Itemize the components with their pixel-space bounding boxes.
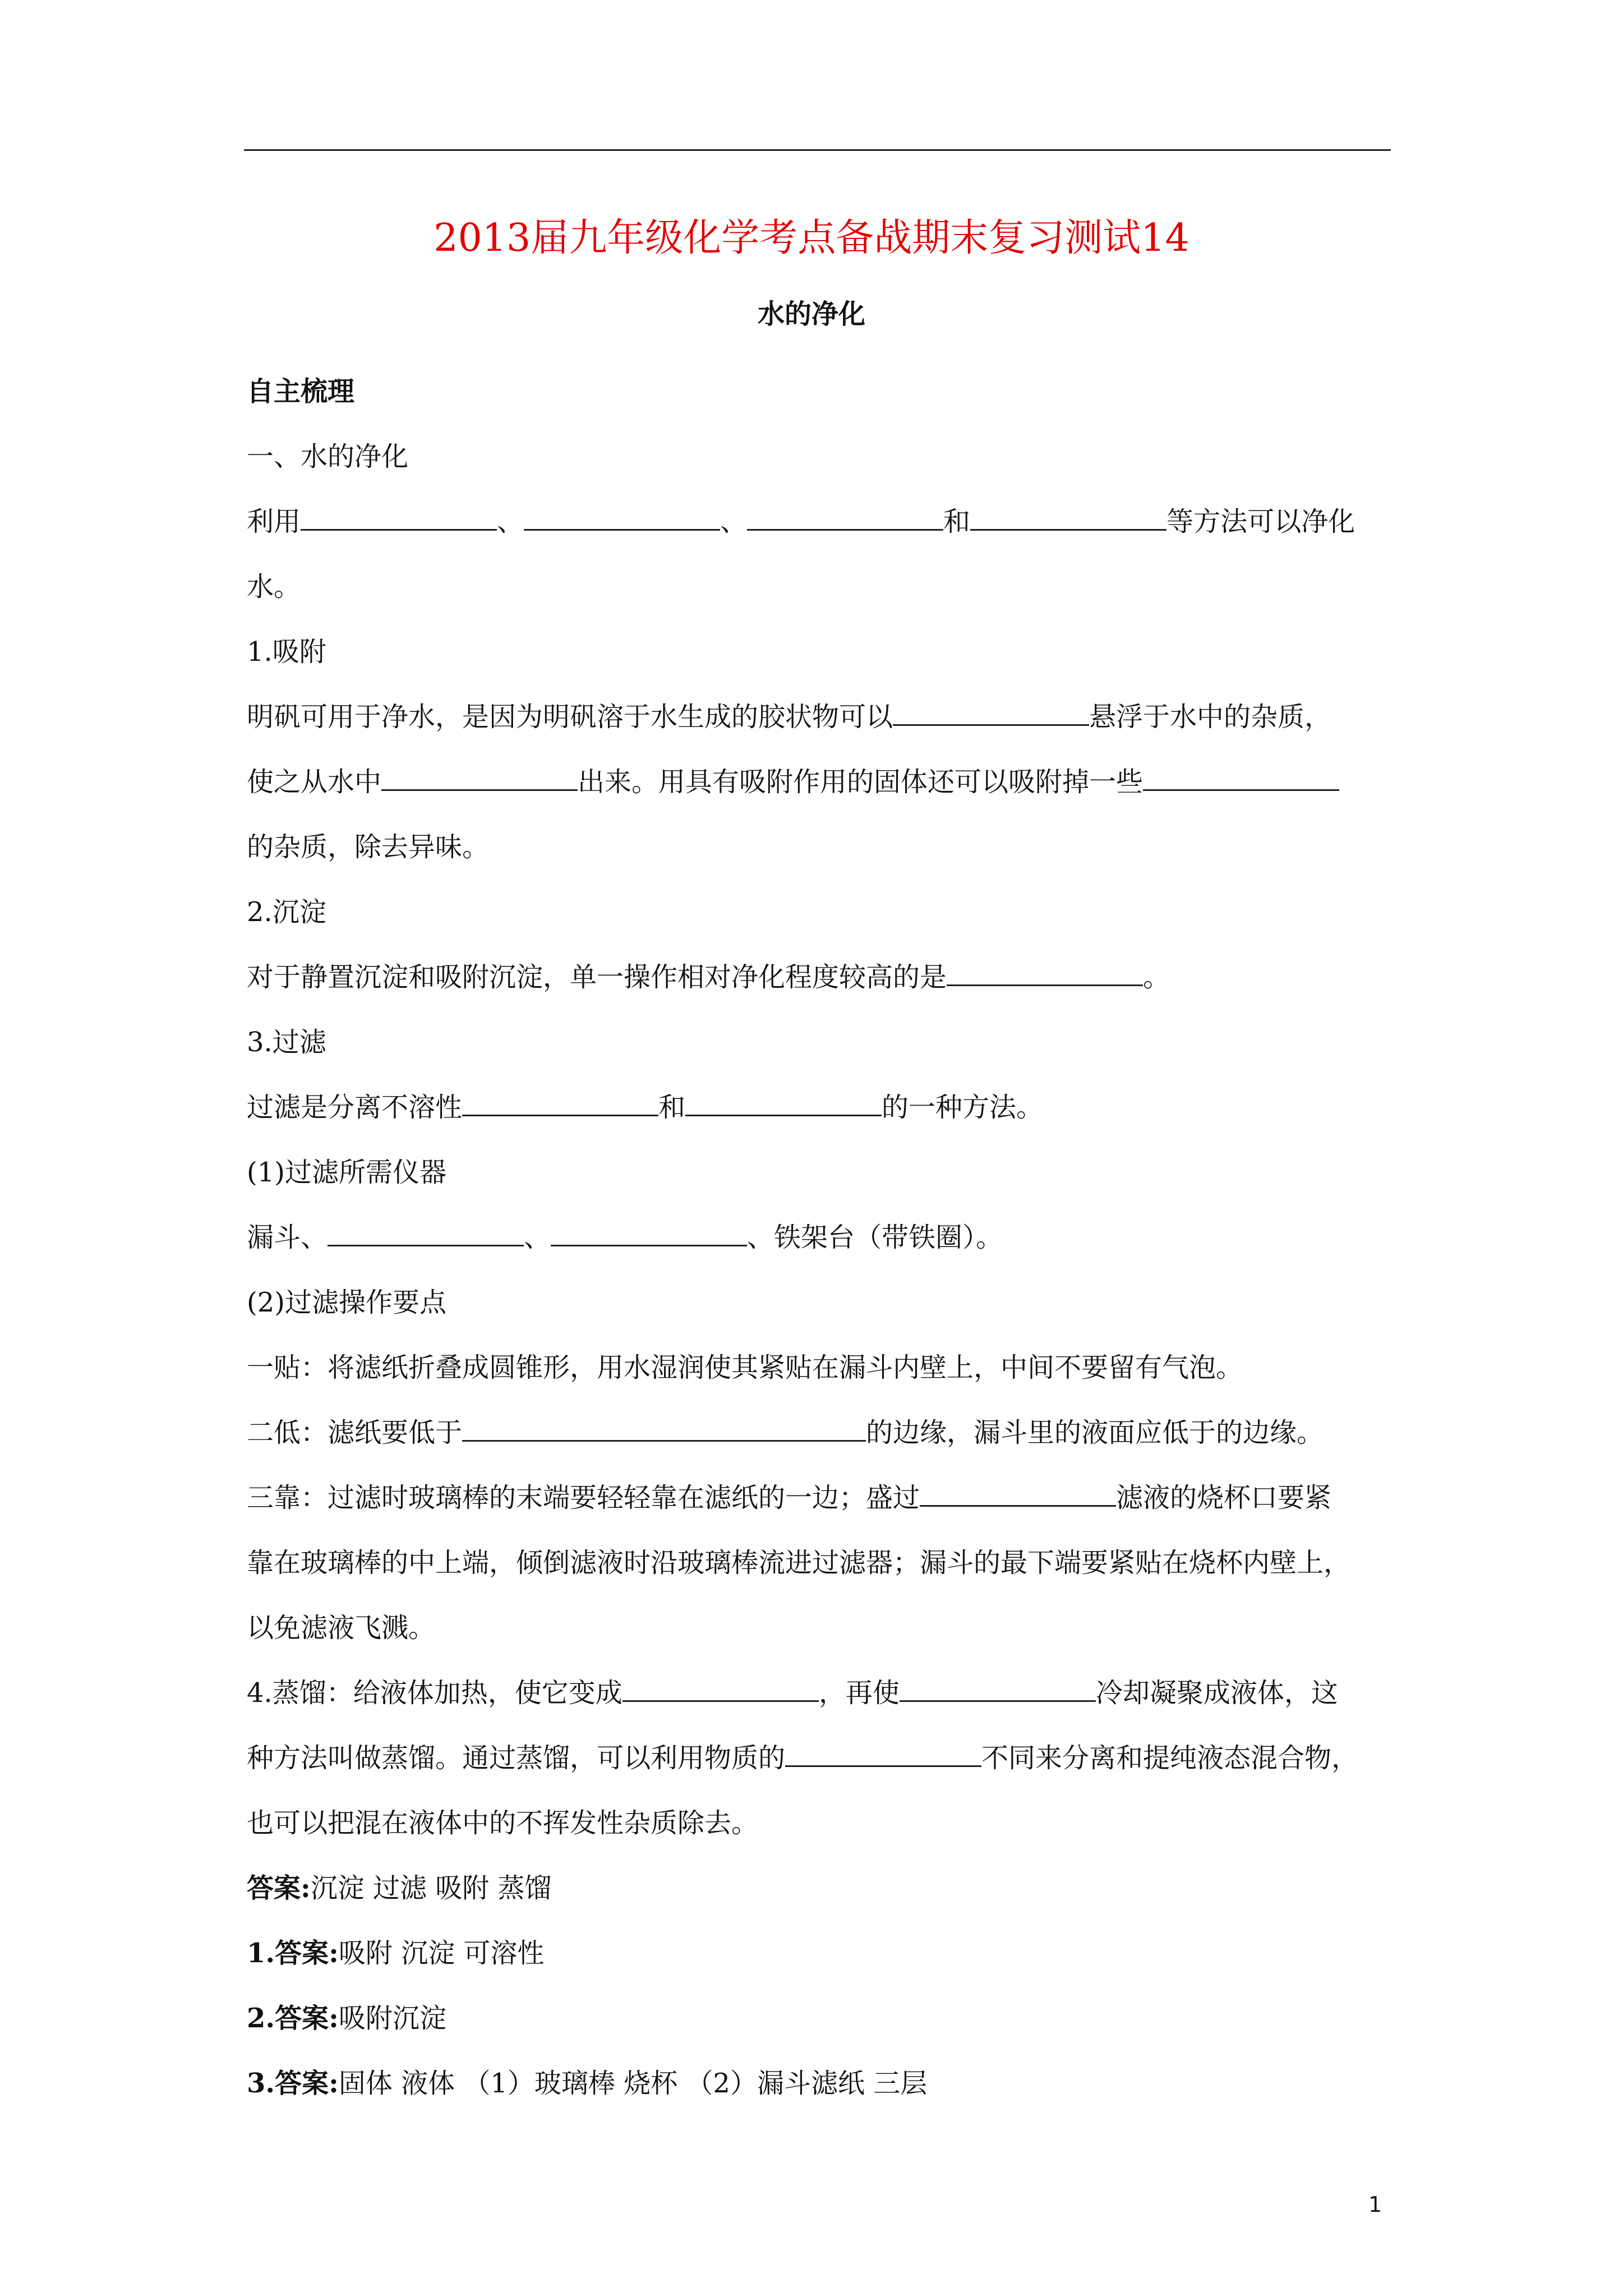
text-line: 漏斗、 、 、铁架台（带铁圈）。 [247, 1205, 1391, 1270]
text-line: 水。 [247, 571, 301, 602]
subsection-heading: 3.过滤 [247, 1027, 326, 1058]
document-body [247, 359, 1391, 2116]
text-line: 4.蒸馏：给液体加热，使它变成 ，再使 冷却凝聚成液体，这 [247, 1660, 1391, 1726]
text-line: 三靠：过滤时玻璃棒的末端要轻轻靠在滤纸的一边；盛过 滤液的烧杯口要紧 [247, 1465, 1391, 1530]
fill-blank[interactable] [685, 1082, 882, 1116]
answer-label: 2.答案: [247, 2003, 339, 2034]
fill-blank[interactable] [551, 1212, 747, 1246]
text-line: 也可以把混在液体中的不挥发性杂质除去。 [247, 1807, 759, 1839]
fill-blank[interactable] [381, 757, 578, 791]
answer-line: 2.答案:吸附沉淀 [247, 2003, 446, 2034]
text-line: 利用 、 、 和 等方法可以净化 [247, 489, 1391, 554]
text-line: 一贴：将滤纸折叠成圆锥形，用水湿润使其紧贴在漏斗内壁上，中间不要留有气泡。 [247, 1352, 1243, 1383]
fill-blank[interactable] [301, 496, 497, 531]
text-line: 二低：滤纸要低于 的边缘，漏斗里的液面应低于的边缘。 [247, 1400, 1391, 1465]
fill-blank[interactable] [462, 1082, 658, 1116]
fill-blank[interactable] [893, 692, 1089, 726]
fill-blank[interactable] [920, 1473, 1116, 1507]
answer-label: 答案: [247, 1872, 311, 1904]
text-line: 过滤是分离不溶性 和 的一种方法。 [247, 1075, 1391, 1140]
text-line: 使之从水中 出来。用具有吸附作用的固体还可以吸附掉一些 [247, 749, 1391, 815]
text-line: (1)过滤所需仪器 [247, 1157, 446, 1188]
text-line: (2)过滤操作要点 [247, 1287, 446, 1318]
text-line: 对于静置沉淀和吸附沉淀，单一操作相对净化程度较高的是 。 [247, 945, 1391, 1010]
page-number: 1 [1368, 2192, 1382, 2217]
fill-blank[interactable] [900, 1668, 1096, 1702]
answer-label: 1.答案: [247, 1938, 339, 1969]
fill-blank[interactable] [462, 1407, 866, 1442]
answer-label: 3.答案: [247, 2068, 339, 2099]
fill-blank[interactable] [970, 496, 1166, 531]
subsection-heading: 一、水的净化 [247, 441, 409, 472]
text-line: 的杂质，除去异味。 [247, 831, 490, 863]
fill-blank[interactable] [747, 496, 943, 531]
fill-blank[interactable] [785, 1733, 981, 1767]
page-title: 2013届九年级化学考点备战期末复习测试14 [434, 216, 1189, 260]
page-subtitle: 水的净化 [757, 298, 865, 330]
text-line: 以免滤液飞溅。 [247, 1612, 436, 1644]
subsection-heading: 1.吸附 [247, 636, 326, 668]
answer-line: 3.答案:固体 液体 （1）玻璃棒 烧杯 （2）漏斗滤纸 三层 [247, 2068, 928, 2099]
text-line: 种方法叫做蒸馏。通过蒸馏，可以利用物质的 不同来分离和提纯液态混合物， [247, 1726, 1391, 1791]
text-line: 明矾可用于净水，是因为明矾溶于水生成的胶状物可以 悬浮于水中的杂质， [247, 684, 1391, 749]
fill-blank[interactable] [1143, 757, 1339, 791]
answer-line: 1.答案:吸附 沉淀 可溶性 [247, 1938, 545, 1969]
fill-blank[interactable] [947, 952, 1143, 986]
fill-blank[interactable] [623, 1668, 819, 1702]
subsection-heading: 2.沉淀 [247, 896, 326, 928]
answer-line: 答案:沉淀 过滤 吸附 蒸馏 [247, 1872, 552, 1904]
fill-blank[interactable] [524, 496, 720, 531]
fill-blank[interactable] [328, 1212, 524, 1246]
header-rule [244, 149, 1391, 151]
text-line: 靠在玻璃棒的中上端，倾倒滤液时沿玻璃棒流进过滤器；漏斗的最下端要紧贴在烧杯内壁上， [247, 1547, 1351, 1579]
section-heading: 自主梳理 [247, 376, 355, 407]
